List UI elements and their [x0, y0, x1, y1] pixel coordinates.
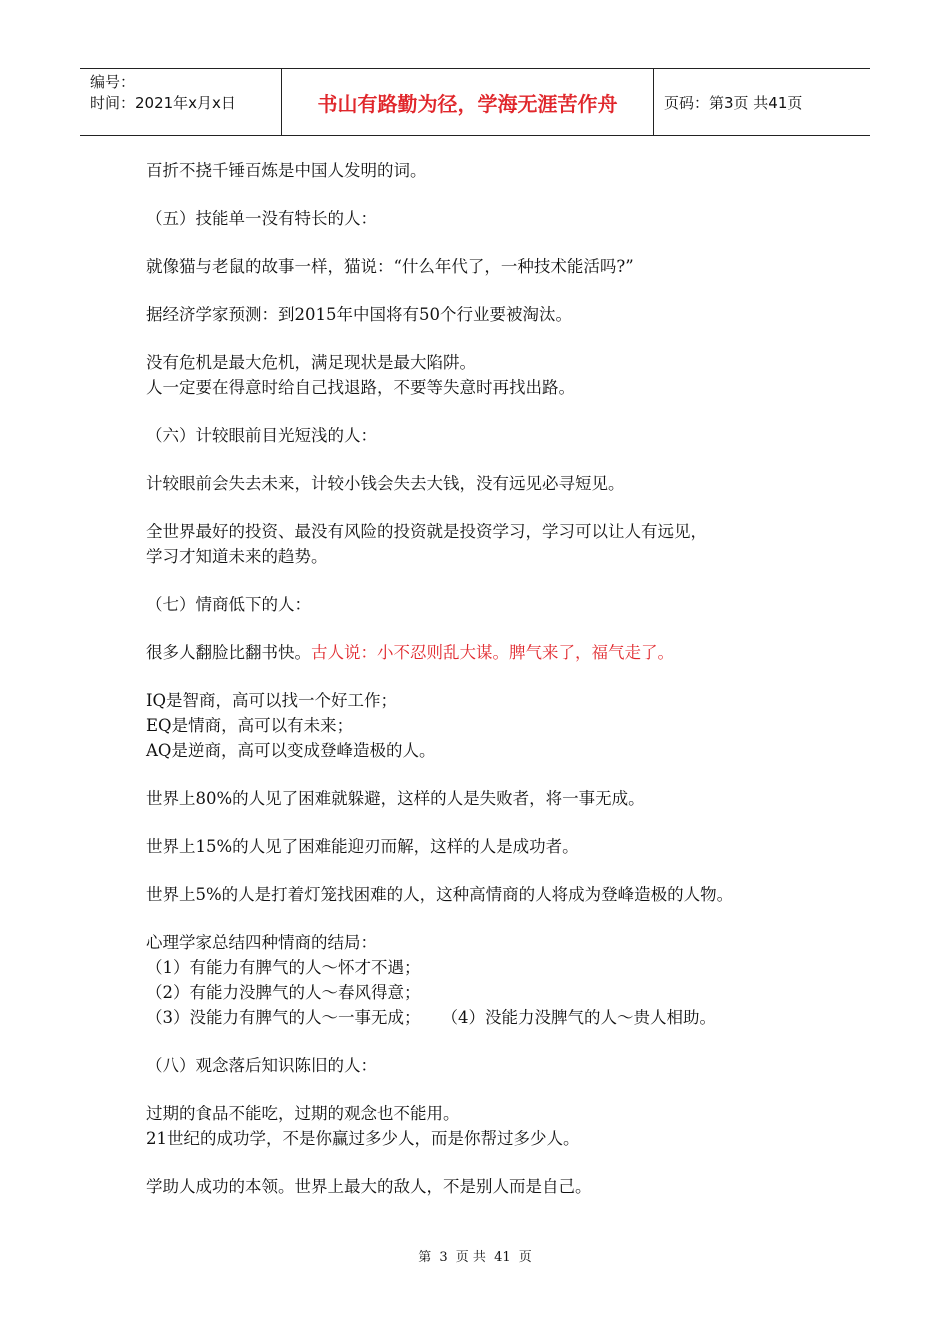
footer-mid: 页 共 — [455, 1250, 486, 1265]
paragraph — [146, 471, 846, 496]
paragraph — [146, 688, 846, 763]
text-line: IQ是智商，高可以找一个好工作； — [146, 691, 398, 710]
paragraph — [146, 640, 846, 665]
text-line — [146, 640, 846, 665]
header-page-label: 页码：第3页 共41页 — [664, 93, 803, 112]
text-line: 据经济学家预测：到2015年中国将有50个行业要被淘汰。 — [146, 305, 572, 324]
text-line: 21世纪的成功学，不是你赢过多少人，而是你帮过多少人。 — [146, 1129, 580, 1148]
text-line: AQ是逆商，高可以变成登峰造极的人。 — [146, 741, 436, 760]
text-line: （3）没能力有脾气的人～一事无成； （4）没能力没脾气的人～贵人相助。 — [146, 1008, 716, 1027]
text-line: 人一定要在得意时给自己找退路，不要等失意时再找出路。 — [146, 378, 575, 397]
date-label: 时间：2021年x月x日 — [90, 94, 236, 112]
section-heading — [146, 423, 846, 448]
text-line: 就像猫与老鼠的故事一样，猫说：“什么年代了，一种技术能活吗?” — [146, 257, 634, 276]
paragraph — [146, 834, 846, 859]
paragraph — [146, 302, 846, 327]
text-line: 全世界最好的投资、最没有风险的投资就是投资学习，学习可以让人有远见， — [146, 522, 707, 541]
text-line: （1）有能力有脾气的人～怀才不遇； — [146, 958, 421, 977]
text-line: 心理学家总结四种情商的结局： — [146, 933, 377, 952]
footer-suffix: 页 — [518, 1250, 532, 1265]
paragraph — [146, 1174, 846, 1199]
text-span: 很多人翻脸比翻书快。 — [146, 643, 311, 662]
footer-total-pages: 41 — [494, 1250, 511, 1265]
paragraph — [146, 1101, 846, 1151]
text-line: 没有危机是最大危机，满足现状是最大陷阱。 — [146, 353, 476, 372]
paragraph — [146, 519, 846, 569]
section-heading — [146, 206, 846, 231]
document-body — [146, 158, 846, 1199]
header-motto: 书山有路勤为径，学海无涯苦作舟 — [282, 69, 654, 135]
paragraph — [146, 786, 846, 811]
paragraph — [146, 254, 846, 279]
text-line: （八）观念落后知识陈旧的人： — [146, 1056, 377, 1075]
text-line: （2）有能力没脾气的人～春风得意； — [146, 983, 421, 1002]
header-meta — [80, 69, 282, 135]
footer-page-number: 3 — [439, 1250, 448, 1265]
section-heading — [146, 1053, 846, 1078]
page-header — [80, 68, 870, 136]
text-line: 学习才知道未来的趋势。 — [146, 547, 328, 566]
text-line: （七）情商低下的人： — [146, 595, 311, 614]
text-line: 世界上15%的人见了困难能迎刃而解，这样的人是成功者。 — [146, 837, 579, 856]
highlighted-quote: 古人说：小不忍则乱大谋。脾气来了，福气走了。 — [311, 643, 674, 662]
text-line: 过期的食品不能吃，过期的观念也不能用。 — [146, 1104, 460, 1123]
text-line: 计较眼前会失去未来，计较小钱会失去大钱，没有远见必寻短见。 — [146, 474, 625, 493]
text-line: 世界上80%的人见了困难就躲避，这样的人是失败者，将一事无成。 — [146, 789, 645, 808]
text-line: 百折不挠千锤百炼是中国人发明的词。 — [146, 161, 427, 180]
page-footer — [0, 1246, 950, 1265]
text-line: EQ是情商，高可以有未来； — [146, 716, 354, 735]
text-line: （五）技能单一没有特长的人： — [146, 209, 377, 228]
footer-prefix: 第 — [418, 1250, 432, 1265]
text-line: 学助人成功的本领。世界上最大的敌人，不是别人而是自己。 — [146, 1177, 592, 1196]
text-line: 世界上5%的人是打着灯笼找困难的人，这种高情商的人将成为登峰造极的人物。 — [146, 885, 734, 904]
paragraph — [146, 930, 846, 1030]
paragraph — [146, 882, 846, 907]
section-heading — [146, 592, 846, 617]
paragraph — [146, 158, 846, 183]
text-line: （六）计较眼前目光短浅的人： — [146, 426, 377, 445]
paragraph — [146, 350, 846, 400]
code-label: 编号： — [90, 73, 136, 91]
